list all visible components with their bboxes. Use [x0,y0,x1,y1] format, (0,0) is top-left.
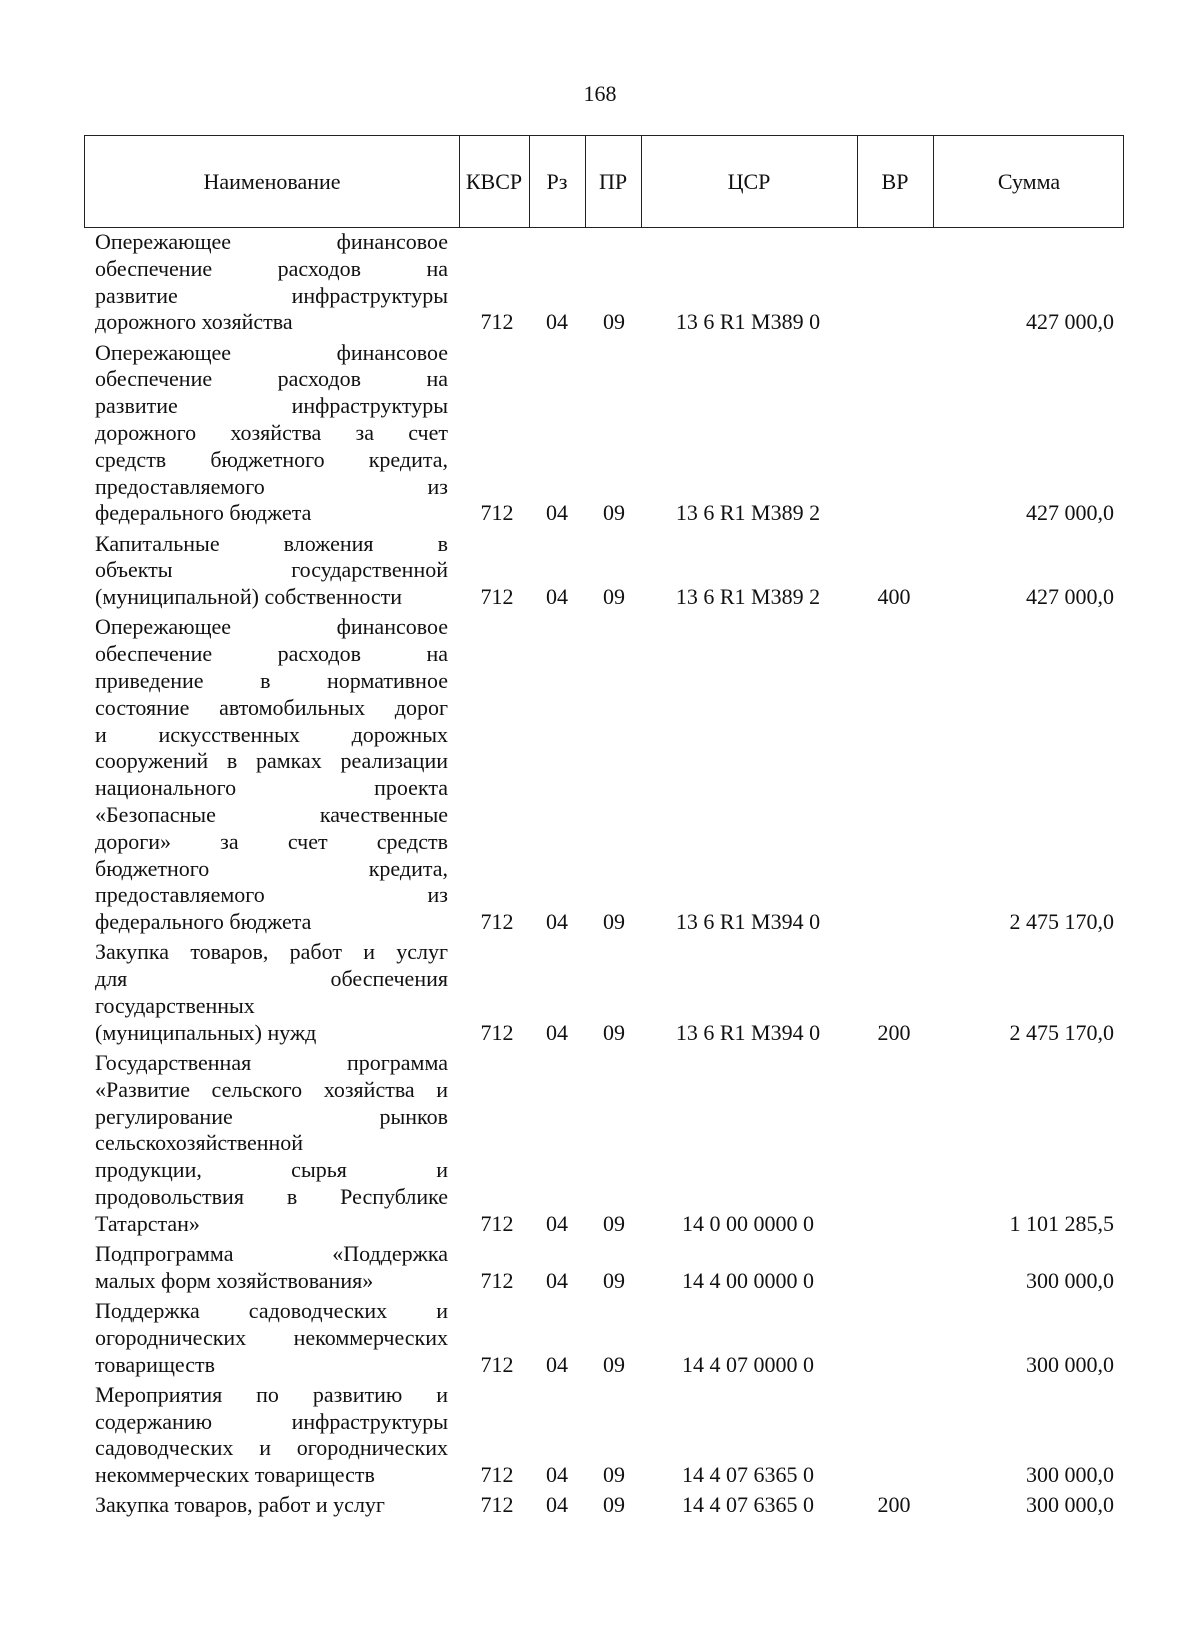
name-line: для обеспечения [95,966,448,992]
name-line: дорожного хозяйства за счет [95,419,448,445]
cell-kvsr: 712 [480,1210,514,1236]
cell-kvsr: 712 [480,1019,514,1045]
name-line: продовольствия в Республике [95,1183,448,1209]
name-line: (муниципальных) нужд [95,1019,317,1045]
cell-name [95,1492,448,1519]
cell-kvsr: 712 [480,500,514,526]
name-line: федерального бюджета [95,909,312,935]
table-row [0,1382,1200,1489]
cell-vr: 400 [877,584,911,610]
cell-csr: 13 6 R1 M389 2 [675,584,821,610]
name-line: обеспечение расходов на [95,255,448,281]
name-line: продукции, сырья и [95,1157,448,1183]
name-line: обеспечение расходов на [95,641,448,667]
cell-kvsr: 712 [480,1267,514,1293]
name-line: содержанию инфраструктуры [95,1408,448,1434]
cell-name [95,531,448,611]
cell-sum: 300 000,0 [1026,1351,1114,1377]
cell-pr: 09 [603,1492,625,1518]
cell-pr: 09 [603,1019,625,1045]
name-line: малых форм хозяйствования» [95,1267,374,1293]
name-line: Закупка товаров, работ и услуг [95,1492,385,1518]
table-row [0,1241,1200,1295]
name-line: огороднических некоммерческих [95,1324,448,1350]
table-row [0,1492,1200,1519]
cell-rz: 04 [546,1210,568,1236]
cell-csr: 13 6 R1 M394 0 [675,909,821,935]
name-line: бюджетного кредита, [95,855,448,881]
name-line: сельскохозяйственной [95,1130,304,1156]
name-line: приведение в нормативное [95,667,448,693]
name-line: Государственная программа [95,1050,448,1075]
name-line: и искусственных дорожных [95,721,448,747]
header-pr: ПР [598,168,628,194]
cell-kvsr: 712 [480,1462,514,1488]
cell-csr: 14 4 07 6365 0 [682,1462,814,1488]
cell-csr: 14 4 07 0000 0 [682,1351,814,1377]
cell-rz: 04 [546,584,568,610]
cell-rz: 04 [546,500,568,526]
name-line: дорожного хозяйства [95,309,293,335]
cell-sum: 300 000,0 [1026,1267,1114,1293]
name-line: Татарстан» [95,1210,200,1236]
cell-rz: 04 [546,1019,568,1045]
page-number: 168 [583,81,617,106]
name-line: Подпрограмма «Поддержка [95,1241,448,1266]
table-row [0,1050,1200,1238]
cell-csr: 14 4 07 6365 0 [682,1492,814,1518]
name-line: средств бюджетного кредита, [95,446,448,472]
cell-rz: 04 [546,909,568,935]
cell-kvsr: 712 [480,1492,514,1518]
name-line: развитие инфраструктуры [95,393,448,419]
cell-pr: 09 [603,1267,625,1293]
cell-rz: 04 [546,1462,568,1488]
cell-kvsr: 712 [480,909,514,935]
table-row [0,340,1200,528]
name-line: обеспечение расходов на [95,366,448,392]
cell-sum: 2 475 170,0 [1009,1019,1114,1045]
header-csr: ЦСР [727,168,771,194]
name-line: некоммерческих товариществ [95,1462,375,1488]
cell-name [95,1298,448,1378]
name-line: товариществ [95,1351,215,1377]
cell-vr: 200 [877,1492,911,1518]
header-name: Наименование [203,168,341,194]
cell-sum: 1 101 285,5 [1009,1210,1114,1236]
cell-pr: 09 [603,309,625,335]
cell-rz: 04 [546,1351,568,1377]
cell-csr: 14 0 00 0000 0 [682,1210,814,1236]
header-rz: Рз [546,168,568,194]
name-line: дороги» за счет средств [95,828,448,854]
cell-sum: 300 000,0 [1026,1462,1114,1488]
name-line: «Развитие сельского хозяйства и [95,1076,448,1102]
cell-rz: 04 [546,1492,568,1518]
cell-kvsr: 712 [480,1351,514,1377]
name-line: государственных [95,992,255,1018]
name-line: предоставляемого из [95,473,448,499]
cell-sum: 427 000,0 [1026,584,1114,610]
name-line: Капитальные вложения в [95,530,448,556]
cell-pr: 09 [603,1210,625,1236]
table-row [0,939,1200,1046]
name-line: Поддержка садоводческих и [95,1298,448,1323]
cell-name [95,229,448,336]
cell-pr: 09 [603,1462,625,1488]
cell-csr: 14 4 00 0000 0 [682,1267,814,1293]
cell-rz: 04 [546,309,568,335]
cell-name [95,340,448,528]
table-row [0,614,1200,936]
name-line: регулирование рынков [95,1103,448,1129]
cell-pr: 09 [603,584,625,610]
name-line: предоставляемого из [95,882,448,908]
name-line: сооружений в рамках реализации [95,748,448,774]
table-row [0,531,1200,611]
cell-name [95,1382,448,1489]
name-line: садоводческих и огороднических [95,1435,448,1461]
cell-name [95,1241,448,1295]
cell-pr: 09 [603,909,625,935]
name-line: Опережающее финансовое [95,339,448,365]
name-line: Мероприятия по развитию и [95,1381,448,1407]
table-row [0,1298,1200,1378]
cell-kvsr: 712 [480,309,514,335]
header-sum: Сумма [997,168,1061,194]
cell-csr: 13 6 R1 M394 0 [675,1019,821,1045]
cell-csr: 13 6 R1 M389 0 [675,309,821,335]
cell-sum: 427 000,0 [1026,309,1114,335]
name-line: состояние автомобильных дорог [95,694,448,720]
name-line: Опережающее финансовое [95,229,448,254]
cell-csr: 13 6 R1 M389 2 [675,500,821,526]
name-line: Опережающее финансовое [95,614,448,640]
cell-pr: 09 [603,500,625,526]
name-line: «Безопасные качественные [95,801,448,827]
name-line: развитие инфраструктуры [95,282,448,308]
table-row [0,229,1200,336]
cell-name [95,1050,448,1238]
cell-sum: 300 000,0 [1026,1492,1114,1518]
name-line: Закупка товаров, работ и услуг [95,939,448,965]
name-line: объекты государственной [95,557,448,583]
cell-rz: 04 [546,1267,568,1293]
header-vr: ВР [881,168,909,194]
name-line: федерального бюджета [95,500,312,526]
table-header [84,135,1124,228]
name-line: национального проекта [95,775,448,801]
cell-sum: 2 475 170,0 [1009,909,1114,935]
name-line: (муниципальной) собственности [95,584,403,610]
cell-sum: 427 000,0 [1026,500,1114,526]
cell-name [95,614,448,936]
header-kvsr: КВСР [465,168,523,194]
cell-pr: 09 [603,1351,625,1377]
cell-name [95,939,448,1046]
cell-kvsr: 712 [480,584,514,610]
cell-vr: 200 [877,1019,911,1045]
